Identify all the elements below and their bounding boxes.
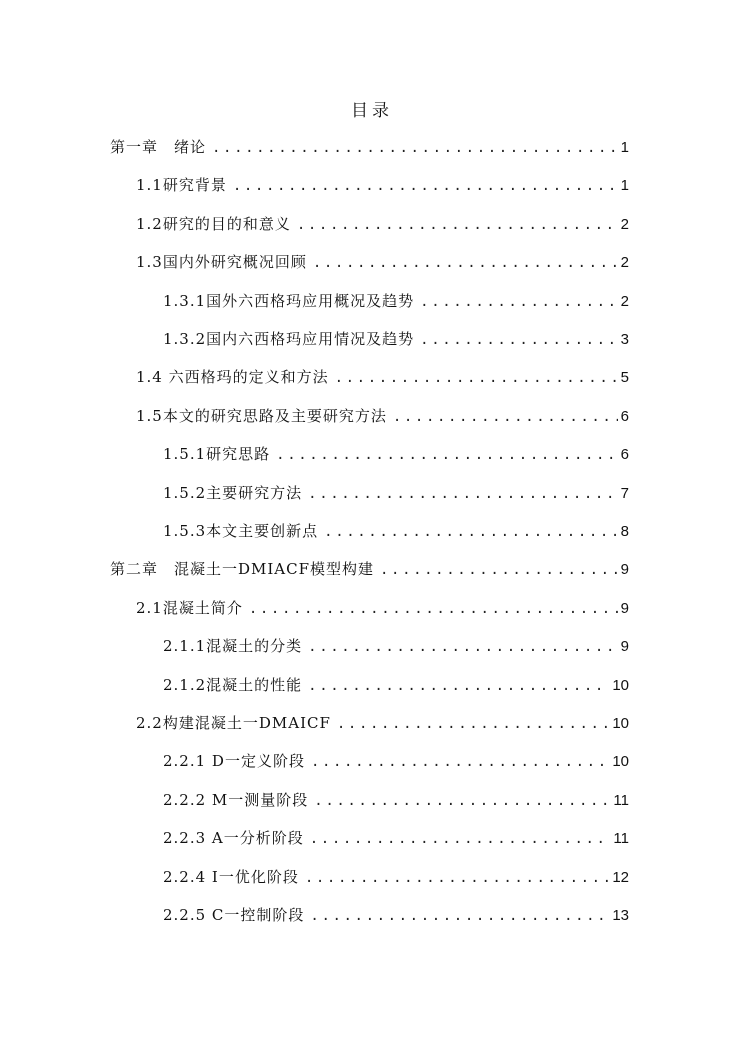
toc-dot-leader — [314, 789, 610, 813]
toc-entry-page-number: 10 — [612, 753, 629, 770]
toc-entry-label: 1.5本文的研究思路及主要研究方法 — [136, 407, 387, 425]
toc-entry-label: 1.5.1研究思路 — [163, 445, 271, 463]
toc-entry-label: 2.1.2混凝土的性能 — [163, 676, 303, 694]
toc-entry-page-number: 6 — [620, 446, 629, 463]
toc-entry[interactable] — [163, 289, 629, 313]
toc-entry-label: 第一章 绪论 — [110, 138, 207, 156]
toc-entry-label: 1.2研究的目的和意义 — [136, 215, 291, 233]
toc-dot-leader — [310, 827, 611, 851]
toc-entry-page-number: 9 — [620, 600, 629, 617]
toc-dot-leader — [276, 443, 617, 467]
toc-entry-page-number: 2 — [620, 254, 629, 271]
toc-dot-leader — [310, 904, 609, 928]
toc-entry-label: 1.3.1国外六西格玛应用概况及趋势 — [163, 292, 415, 310]
toc-entry[interactable] — [163, 519, 629, 543]
toc-entry[interactable] — [136, 596, 629, 620]
toc-entry[interactable] — [163, 826, 629, 850]
toc-entry-label: 2.1混凝土简介 — [136, 599, 243, 617]
toc-entry-label: 1.3.2国内六西格玛应用情况及趋势 — [163, 330, 415, 348]
toc-entry[interactable] — [163, 481, 629, 505]
toc-entry[interactable] — [136, 173, 629, 197]
toc-entry-page-number: 2 — [620, 216, 629, 233]
toc-dot-leader — [311, 750, 609, 774]
toc-entry[interactable] — [163, 634, 629, 658]
toc-entry-page-number: 7 — [620, 485, 629, 502]
toc-entry[interactable] — [136, 212, 629, 236]
toc-dot-leader — [249, 597, 618, 621]
toc-dot-leader — [420, 290, 617, 314]
toc-entry[interactable] — [163, 788, 629, 812]
toc-entry[interactable] — [110, 557, 629, 581]
toc-entry-page-number: 3 — [620, 331, 629, 348]
toc-dot-leader — [393, 405, 618, 429]
toc-entry-page-number: 13 — [612, 907, 629, 924]
toc-entry-page-number: 9 — [620, 561, 629, 578]
toc-entry-page-number: 11 — [613, 792, 629, 809]
toc-entry[interactable] — [163, 327, 629, 351]
toc-entry[interactable] — [136, 404, 629, 428]
toc-dot-leader — [335, 366, 618, 390]
toc-entry[interactable] — [136, 711, 629, 735]
toc-title: 目录 — [351, 101, 393, 121]
toc-entry[interactable] — [163, 903, 629, 927]
toc-dot-leader — [313, 251, 618, 275]
toc-dot-leader — [305, 866, 609, 890]
toc-dot-leader — [308, 482, 617, 506]
toc-entry-label: 1.4 六西格玛的定义和方法 — [136, 368, 329, 386]
toc-entry-page-number: 12 — [612, 869, 629, 886]
toc-entry-page-number: 1 — [620, 177, 629, 194]
toc-entry-page-number: 9 — [620, 638, 629, 655]
toc-dot-leader — [297, 213, 618, 237]
toc-entry-label: 1.1研究背景 — [136, 176, 227, 194]
toc-dot-leader — [420, 328, 617, 352]
toc-entry-label: 2.2.4 I一优化阶段 — [163, 868, 299, 886]
toc-dot-leader — [308, 674, 609, 698]
toc-entry-label: 2.2.1 D一定义阶段 — [163, 752, 305, 770]
toc-entry-label: 2.2.2 M一测量阶段 — [163, 791, 309, 809]
toc-entry-label: 第二章 混凝土一DMIACF模型构建 — [110, 560, 375, 578]
toc-entry-label: 2.2.5 C一控制阶段 — [163, 906, 305, 924]
toc-entry-page-number: 10 — [612, 715, 629, 732]
toc-entry-page-number: 10 — [612, 677, 629, 694]
toc-dot-leader — [308, 635, 617, 659]
toc-entry-page-number: 2 — [620, 293, 629, 310]
toc-entry-label: 1.5.2主要研究方法 — [163, 484, 303, 502]
toc-entry[interactable] — [163, 749, 629, 773]
toc-entry-page-number: 6 — [620, 408, 629, 425]
toc-entry[interactable] — [136, 365, 629, 389]
toc-entry-label: 2.2构建混凝土一DMAICF — [136, 714, 331, 732]
toc-dot-leader — [380, 558, 618, 582]
toc-dot-leader — [212, 136, 618, 160]
toc-entry[interactable] — [110, 135, 629, 159]
toc-entry-label: 2.2.3 A一分析阶段 — [163, 829, 304, 847]
toc-entry-label: 1.5.3本文主要创新点 — [163, 522, 319, 540]
toc-entry[interactable] — [163, 442, 629, 466]
toc-entry[interactable] — [163, 865, 629, 889]
toc-entry-label: 1.3国内外研究概况回顾 — [136, 253, 307, 271]
toc-entry-page-number: 11 — [613, 830, 629, 847]
toc-dot-leader — [337, 712, 609, 736]
toc-entry-page-number: 5 — [620, 369, 629, 386]
toc-entry-page-number: 1 — [620, 139, 629, 156]
toc-entry-page-number: 8 — [620, 523, 629, 540]
toc-dot-leader — [233, 174, 618, 198]
toc-entry[interactable] — [136, 250, 629, 274]
toc-dot-leader — [324, 520, 617, 544]
toc-entry[interactable] — [163, 673, 629, 697]
toc-entry-label: 2.1.1混凝土的分类 — [163, 637, 303, 655]
